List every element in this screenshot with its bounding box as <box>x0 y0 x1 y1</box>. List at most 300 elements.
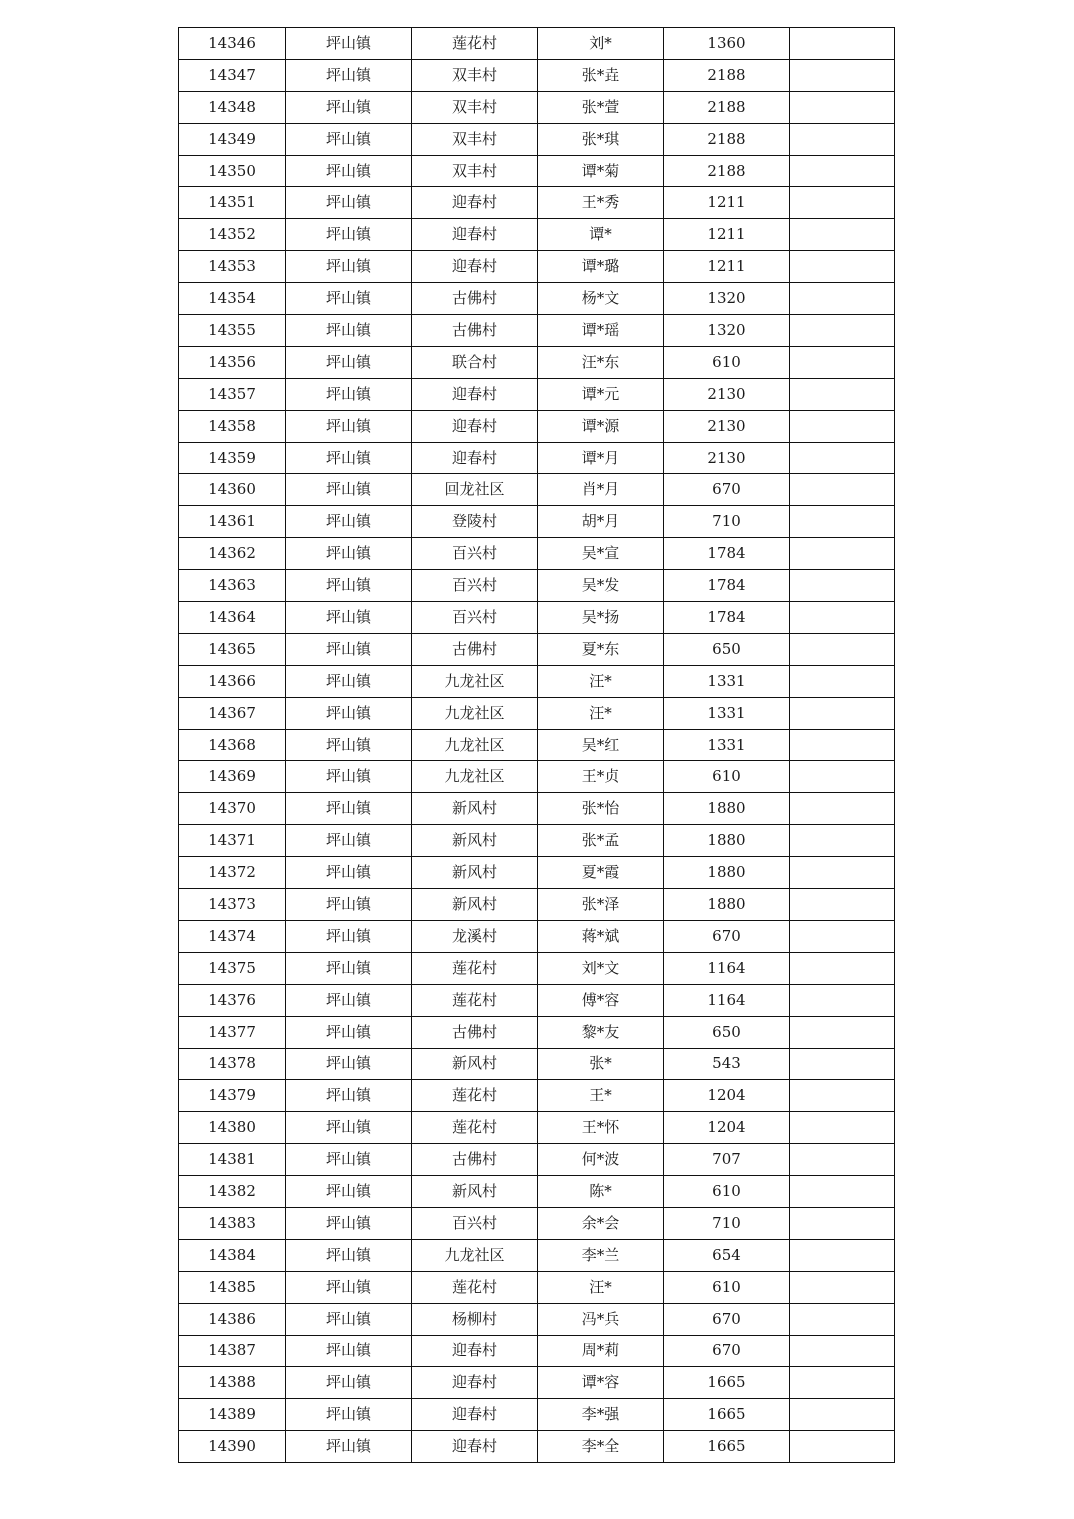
amount-cell: 710 <box>664 1207 790 1239</box>
name-cell: 吴*发 <box>538 570 664 602</box>
amount-cell: 1211 <box>664 251 790 283</box>
amount-cell: 2188 <box>664 59 790 91</box>
table-row <box>179 570 895 602</box>
amount-cell: 1164 <box>664 984 790 1016</box>
village-cell: 新风村 <box>412 793 538 825</box>
remark-cell <box>790 857 895 889</box>
name-cell: 王*秀 <box>538 187 664 219</box>
amount-cell: 1665 <box>664 1367 790 1399</box>
name-cell: 谭* <box>538 219 664 251</box>
serial-number-cell: 14369 <box>179 761 286 793</box>
remark-cell <box>790 1335 895 1367</box>
town-cell: 坪山镇 <box>286 538 412 570</box>
serial-number-cell: 14383 <box>179 1207 286 1239</box>
table-row <box>179 123 895 155</box>
amount-cell: 1880 <box>664 889 790 921</box>
amount-cell: 670 <box>664 474 790 506</box>
table-row <box>179 1431 895 1463</box>
table-row <box>179 155 895 187</box>
remark-cell <box>790 984 895 1016</box>
serial-number-cell: 14351 <box>179 187 286 219</box>
town-cell: 坪山镇 <box>286 697 412 729</box>
table-row <box>179 729 895 761</box>
amount-cell: 610 <box>664 1271 790 1303</box>
remark-cell <box>790 1048 895 1080</box>
town-cell: 坪山镇 <box>286 889 412 921</box>
town-cell: 坪山镇 <box>286 984 412 1016</box>
village-cell: 莲花村 <box>412 1112 538 1144</box>
village-cell: 莲花村 <box>412 952 538 984</box>
serial-number-cell: 14355 <box>179 315 286 347</box>
town-cell: 坪山镇 <box>286 28 412 60</box>
village-cell: 百兴村 <box>412 1207 538 1239</box>
name-cell: 吴*红 <box>538 729 664 761</box>
amount-cell: 610 <box>664 1176 790 1208</box>
village-cell: 迎春村 <box>412 442 538 474</box>
town-cell: 坪山镇 <box>286 793 412 825</box>
town-cell: 坪山镇 <box>286 442 412 474</box>
village-cell: 古佛村 <box>412 633 538 665</box>
serial-number-cell: 14349 <box>179 123 286 155</box>
remark-cell <box>790 251 895 283</box>
town-cell: 坪山镇 <box>286 1048 412 1080</box>
village-cell: 迎春村 <box>412 410 538 442</box>
table-row <box>179 1207 895 1239</box>
amount-cell: 1665 <box>664 1431 790 1463</box>
serial-number-cell: 14354 <box>179 283 286 315</box>
name-cell: 汪* <box>538 1271 664 1303</box>
remark-cell <box>790 506 895 538</box>
town-cell: 坪山镇 <box>286 506 412 538</box>
serial-number-cell: 14363 <box>179 570 286 602</box>
amount-cell: 1665 <box>664 1399 790 1431</box>
town-cell: 坪山镇 <box>286 378 412 410</box>
remark-cell <box>790 1239 895 1271</box>
village-cell: 九龙社区 <box>412 761 538 793</box>
town-cell: 坪山镇 <box>286 410 412 442</box>
remark-cell <box>790 920 895 952</box>
amount-cell: 2130 <box>664 442 790 474</box>
table-row <box>179 28 895 60</box>
name-cell: 夏*霞 <box>538 857 664 889</box>
serial-number-cell: 14381 <box>179 1144 286 1176</box>
village-cell: 双丰村 <box>412 59 538 91</box>
village-cell: 古佛村 <box>412 315 538 347</box>
village-cell: 莲花村 <box>412 1271 538 1303</box>
remark-cell <box>790 1271 895 1303</box>
table-row <box>179 857 895 889</box>
remark-cell <box>790 474 895 506</box>
table-row <box>179 1335 895 1367</box>
serial-number-cell: 14359 <box>179 442 286 474</box>
town-cell: 坪山镇 <box>286 474 412 506</box>
village-cell: 新风村 <box>412 889 538 921</box>
document-page <box>178 27 894 1463</box>
serial-number-cell: 14353 <box>179 251 286 283</box>
table-row <box>179 219 895 251</box>
serial-number-cell: 14350 <box>179 155 286 187</box>
name-cell: 王*怀 <box>538 1112 664 1144</box>
town-cell: 坪山镇 <box>286 1431 412 1463</box>
town-cell: 坪山镇 <box>286 857 412 889</box>
name-cell: 蒋*斌 <box>538 920 664 952</box>
town-cell: 坪山镇 <box>286 1144 412 1176</box>
village-cell: 莲花村 <box>412 1080 538 1112</box>
village-cell: 新风村 <box>412 1176 538 1208</box>
town-cell: 坪山镇 <box>286 665 412 697</box>
remark-cell <box>790 1367 895 1399</box>
name-cell: 王* <box>538 1080 664 1112</box>
town-cell: 坪山镇 <box>286 1303 412 1335</box>
town-cell: 坪山镇 <box>286 1080 412 1112</box>
name-cell: 汪*东 <box>538 346 664 378</box>
serial-number-cell: 14346 <box>179 28 286 60</box>
table-row <box>179 697 895 729</box>
name-cell: 何*波 <box>538 1144 664 1176</box>
town-cell: 坪山镇 <box>286 283 412 315</box>
name-cell: 刘*文 <box>538 952 664 984</box>
town-cell: 坪山镇 <box>286 825 412 857</box>
table-row <box>179 474 895 506</box>
serial-number-cell: 14348 <box>179 91 286 123</box>
village-cell: 迎春村 <box>412 378 538 410</box>
remark-cell <box>790 28 895 60</box>
remark-cell <box>790 633 895 665</box>
table-row <box>179 506 895 538</box>
name-cell: 吴*扬 <box>538 602 664 634</box>
serial-number-cell: 14368 <box>179 729 286 761</box>
serial-number-cell: 14388 <box>179 1367 286 1399</box>
table-row <box>179 315 895 347</box>
table-row <box>179 346 895 378</box>
town-cell: 坪山镇 <box>286 729 412 761</box>
remark-cell <box>790 91 895 123</box>
town-cell: 坪山镇 <box>286 1016 412 1048</box>
amount-cell: 710 <box>664 506 790 538</box>
town-cell: 坪山镇 <box>286 219 412 251</box>
name-cell: 陈* <box>538 1176 664 1208</box>
town-cell: 坪山镇 <box>286 59 412 91</box>
name-cell: 谭*源 <box>538 410 664 442</box>
amount-cell: 1331 <box>664 665 790 697</box>
remark-cell <box>790 665 895 697</box>
village-cell: 古佛村 <box>412 283 538 315</box>
table-row <box>179 1367 895 1399</box>
village-cell: 古佛村 <box>412 1144 538 1176</box>
name-cell: 张*泽 <box>538 889 664 921</box>
village-cell: 百兴村 <box>412 538 538 570</box>
town-cell: 坪山镇 <box>286 123 412 155</box>
serial-number-cell: 14374 <box>179 920 286 952</box>
amount-cell: 1331 <box>664 729 790 761</box>
village-cell: 九龙社区 <box>412 1239 538 1271</box>
serial-number-cell: 14370 <box>179 793 286 825</box>
remark-cell <box>790 1176 895 1208</box>
table-row <box>179 761 895 793</box>
name-cell: 余*会 <box>538 1207 664 1239</box>
town-cell: 坪山镇 <box>286 570 412 602</box>
town-cell: 坪山镇 <box>286 1112 412 1144</box>
remark-cell <box>790 378 895 410</box>
town-cell: 坪山镇 <box>286 91 412 123</box>
remark-cell <box>790 123 895 155</box>
serial-number-cell: 14365 <box>179 633 286 665</box>
amount-cell: 670 <box>664 920 790 952</box>
serial-number-cell: 14372 <box>179 857 286 889</box>
serial-number-cell: 14371 <box>179 825 286 857</box>
table-row <box>179 1048 895 1080</box>
amount-cell: 1164 <box>664 952 790 984</box>
village-cell: 百兴村 <box>412 602 538 634</box>
amount-cell: 1784 <box>664 570 790 602</box>
village-cell: 迎春村 <box>412 219 538 251</box>
remark-cell <box>790 315 895 347</box>
name-cell: 张* <box>538 1048 664 1080</box>
village-cell: 九龙社区 <box>412 665 538 697</box>
village-cell: 迎春村 <box>412 251 538 283</box>
table-row <box>179 602 895 634</box>
town-cell: 坪山镇 <box>286 920 412 952</box>
table-row <box>179 538 895 570</box>
name-cell: 肖*月 <box>538 474 664 506</box>
village-cell: 登陵村 <box>412 506 538 538</box>
amount-cell: 1211 <box>664 219 790 251</box>
serial-number-cell: 14362 <box>179 538 286 570</box>
serial-number-cell: 14375 <box>179 952 286 984</box>
amount-cell: 650 <box>664 633 790 665</box>
town-cell: 坪山镇 <box>286 346 412 378</box>
village-cell: 迎春村 <box>412 1367 538 1399</box>
remark-cell <box>790 346 895 378</box>
name-cell: 夏*东 <box>538 633 664 665</box>
town-cell: 坪山镇 <box>286 1367 412 1399</box>
remark-cell <box>790 602 895 634</box>
table-row <box>179 984 895 1016</box>
town-cell: 坪山镇 <box>286 187 412 219</box>
remark-cell <box>790 1303 895 1335</box>
village-cell: 双丰村 <box>412 123 538 155</box>
serial-number-cell: 14376 <box>179 984 286 1016</box>
table-row <box>179 825 895 857</box>
amount-cell: 1880 <box>664 857 790 889</box>
amount-cell: 1880 <box>664 825 790 857</box>
remark-cell <box>790 793 895 825</box>
name-cell: 胡*月 <box>538 506 664 538</box>
name-cell: 吴*宣 <box>538 538 664 570</box>
town-cell: 坪山镇 <box>286 1207 412 1239</box>
amount-cell: 650 <box>664 1016 790 1048</box>
remark-cell <box>790 952 895 984</box>
table-row <box>179 1303 895 1335</box>
name-cell: 王*贞 <box>538 761 664 793</box>
remark-cell <box>790 1016 895 1048</box>
serial-number-cell: 14389 <box>179 1399 286 1431</box>
name-cell: 汪* <box>538 697 664 729</box>
remark-cell <box>790 889 895 921</box>
village-cell: 回龙社区 <box>412 474 538 506</box>
table-row <box>179 187 895 219</box>
name-cell: 黎*友 <box>538 1016 664 1048</box>
table-row <box>179 251 895 283</box>
amount-cell: 1331 <box>664 697 790 729</box>
remark-cell <box>790 538 895 570</box>
name-cell: 张*怡 <box>538 793 664 825</box>
serial-number-cell: 14390 <box>179 1431 286 1463</box>
name-cell: 杨*文 <box>538 283 664 315</box>
village-cell: 九龙社区 <box>412 729 538 761</box>
table-row <box>179 1112 895 1144</box>
serial-number-cell: 14385 <box>179 1271 286 1303</box>
remark-cell <box>790 1144 895 1176</box>
table-row <box>179 59 895 91</box>
name-cell: 刘* <box>538 28 664 60</box>
amount-cell: 707 <box>664 1144 790 1176</box>
serial-number-cell: 14347 <box>179 59 286 91</box>
amount-cell: 1211 <box>664 187 790 219</box>
table-row <box>179 410 895 442</box>
amount-cell: 1784 <box>664 602 790 634</box>
amount-cell: 1204 <box>664 1080 790 1112</box>
name-cell: 傅*容 <box>538 984 664 1016</box>
remark-cell <box>790 1080 895 1112</box>
name-cell: 张*垚 <box>538 59 664 91</box>
serial-number-cell: 14356 <box>179 346 286 378</box>
village-cell: 莲花村 <box>412 28 538 60</box>
village-cell: 古佛村 <box>412 1016 538 1048</box>
remark-cell <box>790 570 895 602</box>
amount-cell: 1204 <box>664 1112 790 1144</box>
serial-number-cell: 14357 <box>179 378 286 410</box>
name-cell: 谭*瑶 <box>538 315 664 347</box>
name-cell: 李*兰 <box>538 1239 664 1271</box>
town-cell: 坪山镇 <box>286 602 412 634</box>
remark-cell <box>790 729 895 761</box>
amount-cell: 670 <box>664 1303 790 1335</box>
remark-cell <box>790 1207 895 1239</box>
town-cell: 坪山镇 <box>286 633 412 665</box>
name-cell: 周*莉 <box>538 1335 664 1367</box>
village-cell: 联合村 <box>412 346 538 378</box>
remark-cell <box>790 410 895 442</box>
name-cell: 谭*月 <box>538 442 664 474</box>
serial-number-cell: 14387 <box>179 1335 286 1367</box>
remark-cell <box>790 1112 895 1144</box>
serial-number-cell: 14380 <box>179 1112 286 1144</box>
town-cell: 坪山镇 <box>286 155 412 187</box>
village-cell: 莲花村 <box>412 984 538 1016</box>
table-row <box>179 378 895 410</box>
table-row <box>179 1080 895 1112</box>
table-row <box>179 1239 895 1271</box>
serial-number-cell: 14386 <box>179 1303 286 1335</box>
table-row <box>179 91 895 123</box>
remark-cell <box>790 1431 895 1463</box>
roster-table-body <box>179 28 895 1463</box>
amount-cell: 670 <box>664 1335 790 1367</box>
amount-cell: 2188 <box>664 155 790 187</box>
village-cell: 迎春村 <box>412 187 538 219</box>
serial-number-cell: 14378 <box>179 1048 286 1080</box>
roster-table <box>178 27 895 1463</box>
name-cell: 谭*璐 <box>538 251 664 283</box>
serial-number-cell: 14360 <box>179 474 286 506</box>
name-cell: 李*全 <box>538 1431 664 1463</box>
table-row <box>179 920 895 952</box>
town-cell: 坪山镇 <box>286 761 412 793</box>
table-row <box>179 665 895 697</box>
amount-cell: 2188 <box>664 123 790 155</box>
remark-cell <box>790 761 895 793</box>
name-cell: 谭*元 <box>538 378 664 410</box>
name-cell: 谭*容 <box>538 1367 664 1399</box>
name-cell: 张*萱 <box>538 91 664 123</box>
remark-cell <box>790 825 895 857</box>
town-cell: 坪山镇 <box>286 1335 412 1367</box>
village-cell: 新风村 <box>412 857 538 889</box>
name-cell: 张*孟 <box>538 825 664 857</box>
remark-cell <box>790 1399 895 1431</box>
remark-cell <box>790 697 895 729</box>
town-cell: 坪山镇 <box>286 1399 412 1431</box>
remark-cell <box>790 219 895 251</box>
serial-number-cell: 14358 <box>179 410 286 442</box>
village-cell: 迎春村 <box>412 1431 538 1463</box>
amount-cell: 610 <box>664 761 790 793</box>
serial-number-cell: 14382 <box>179 1176 286 1208</box>
serial-number-cell: 14367 <box>179 697 286 729</box>
amount-cell: 2188 <box>664 91 790 123</box>
amount-cell: 2130 <box>664 378 790 410</box>
serial-number-cell: 14361 <box>179 506 286 538</box>
serial-number-cell: 14384 <box>179 1239 286 1271</box>
amount-cell: 1880 <box>664 793 790 825</box>
town-cell: 坪山镇 <box>286 952 412 984</box>
name-cell: 李*强 <box>538 1399 664 1431</box>
village-cell: 百兴村 <box>412 570 538 602</box>
table-row <box>179 1144 895 1176</box>
table-row <box>179 952 895 984</box>
village-cell: 迎春村 <box>412 1399 538 1431</box>
village-cell: 九龙社区 <box>412 697 538 729</box>
village-cell: 迎春村 <box>412 1335 538 1367</box>
town-cell: 坪山镇 <box>286 1239 412 1271</box>
name-cell: 谭*菊 <box>538 155 664 187</box>
town-cell: 坪山镇 <box>286 315 412 347</box>
remark-cell <box>790 442 895 474</box>
name-cell: 冯*兵 <box>538 1303 664 1335</box>
table-row <box>179 1016 895 1048</box>
name-cell: 张*琪 <box>538 123 664 155</box>
remark-cell <box>790 283 895 315</box>
amount-cell: 2130 <box>664 410 790 442</box>
town-cell: 坪山镇 <box>286 1271 412 1303</box>
table-row <box>179 889 895 921</box>
remark-cell <box>790 155 895 187</box>
town-cell: 坪山镇 <box>286 1176 412 1208</box>
village-cell: 龙溪村 <box>412 920 538 952</box>
town-cell: 坪山镇 <box>286 251 412 283</box>
serial-number-cell: 14364 <box>179 602 286 634</box>
village-cell: 双丰村 <box>412 155 538 187</box>
amount-cell: 543 <box>664 1048 790 1080</box>
table-row <box>179 1271 895 1303</box>
remark-cell <box>790 187 895 219</box>
serial-number-cell: 14379 <box>179 1080 286 1112</box>
amount-cell: 1784 <box>664 538 790 570</box>
village-cell: 杨柳村 <box>412 1303 538 1335</box>
village-cell: 新风村 <box>412 1048 538 1080</box>
table-row <box>179 1176 895 1208</box>
